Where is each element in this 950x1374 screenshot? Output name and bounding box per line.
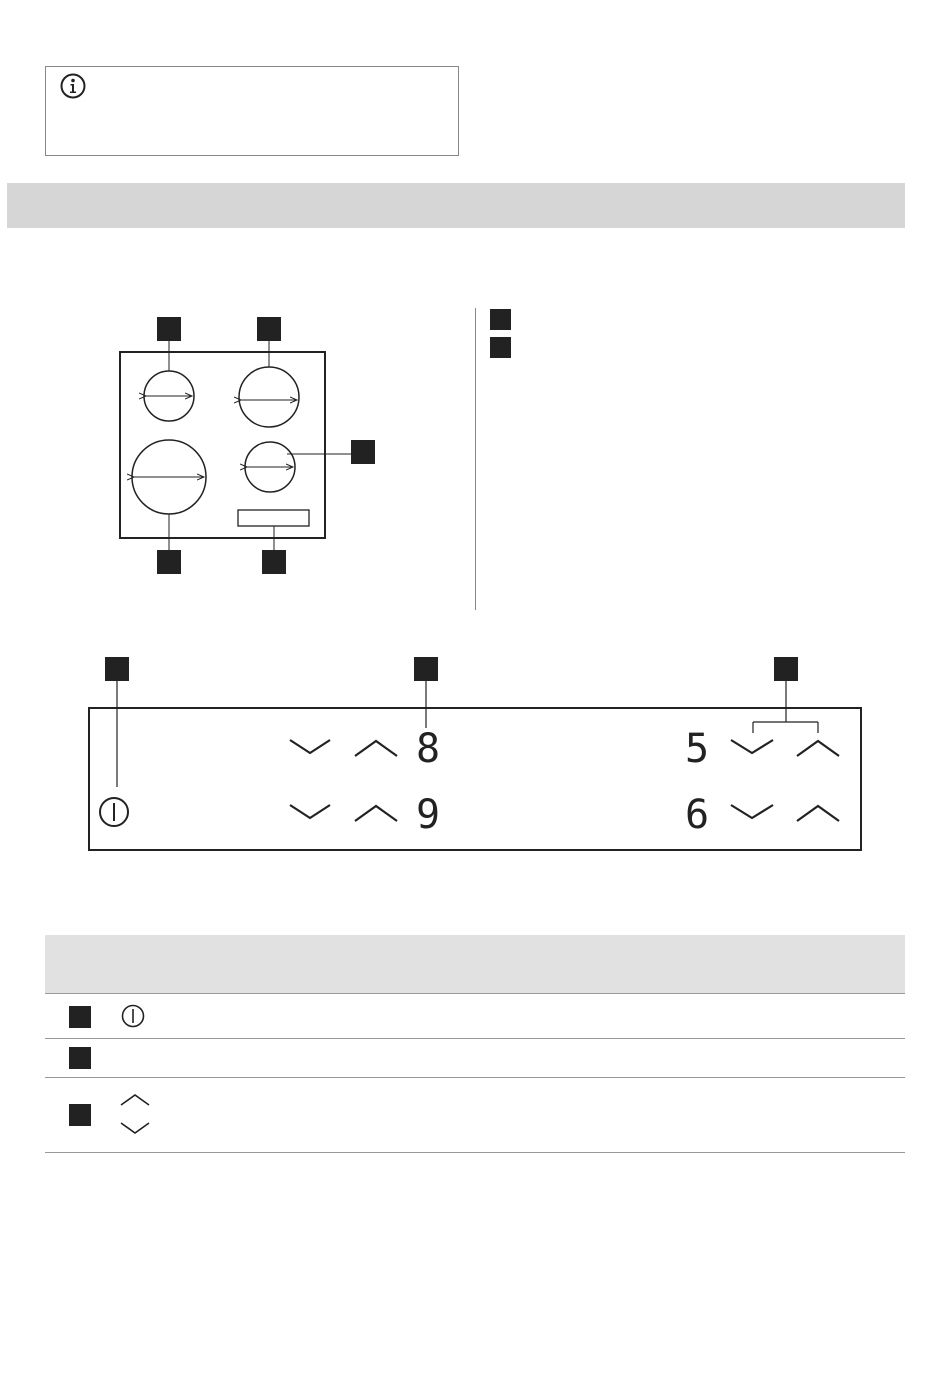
chevron-up-icon[interactable] — [355, 806, 397, 821]
column-divider — [475, 308, 476, 610]
callout-marker — [105, 657, 129, 681]
control-panel-frame — [89, 708, 861, 850]
callout-marker — [262, 550, 286, 574]
power-icon — [120, 1003, 146, 1029]
cooking-zone-rear-left — [144, 371, 194, 421]
info-note-box — [45, 66, 459, 156]
cooking-zone-front-left — [132, 440, 206, 514]
table-header — [45, 935, 905, 994]
control-panel-diagram — [85, 652, 875, 857]
chevron-down-icon[interactable] — [290, 740, 330, 753]
table-row-divider — [45, 1077, 905, 1078]
hob-layout-diagram — [110, 310, 390, 580]
power-level-display: 5 — [685, 726, 710, 772]
callout-marker — [351, 440, 375, 464]
callout-marker — [774, 657, 798, 681]
callout-marker — [414, 657, 438, 681]
table-row-marker — [69, 1104, 91, 1126]
power-level-display: 8 — [416, 726, 441, 772]
chevron-down-icon[interactable] — [290, 805, 330, 818]
cooking-zone-front-right — [245, 442, 295, 492]
chevron-down-icon[interactable] — [731, 805, 773, 818]
chevron-up-down-icon — [118, 1090, 152, 1138]
power-level-display: 6 — [685, 792, 710, 838]
section-band — [7, 183, 905, 228]
power-icon[interactable] — [100, 798, 128, 826]
chevron-up-icon[interactable] — [797, 741, 839, 756]
control-panel-area — [238, 510, 309, 526]
cooking-zone-rear-right — [239, 367, 299, 427]
table-row-divider — [45, 1038, 905, 1039]
info-icon — [60, 73, 86, 99]
chevron-down-icon[interactable] — [731, 740, 773, 753]
callout-marker — [257, 317, 281, 341]
table-row-marker — [69, 1006, 91, 1028]
legend-marker-1 — [490, 309, 511, 330]
chevron-up-icon[interactable] — [355, 741, 397, 756]
power-level-display: 9 — [416, 792, 441, 838]
legend-marker-2 — [490, 337, 511, 358]
chevron-up-icon[interactable] — [797, 806, 839, 821]
callout-marker — [157, 550, 181, 574]
table-row-divider — [45, 1152, 905, 1153]
table-row-marker — [69, 1047, 91, 1069]
callout-marker — [157, 317, 181, 341]
